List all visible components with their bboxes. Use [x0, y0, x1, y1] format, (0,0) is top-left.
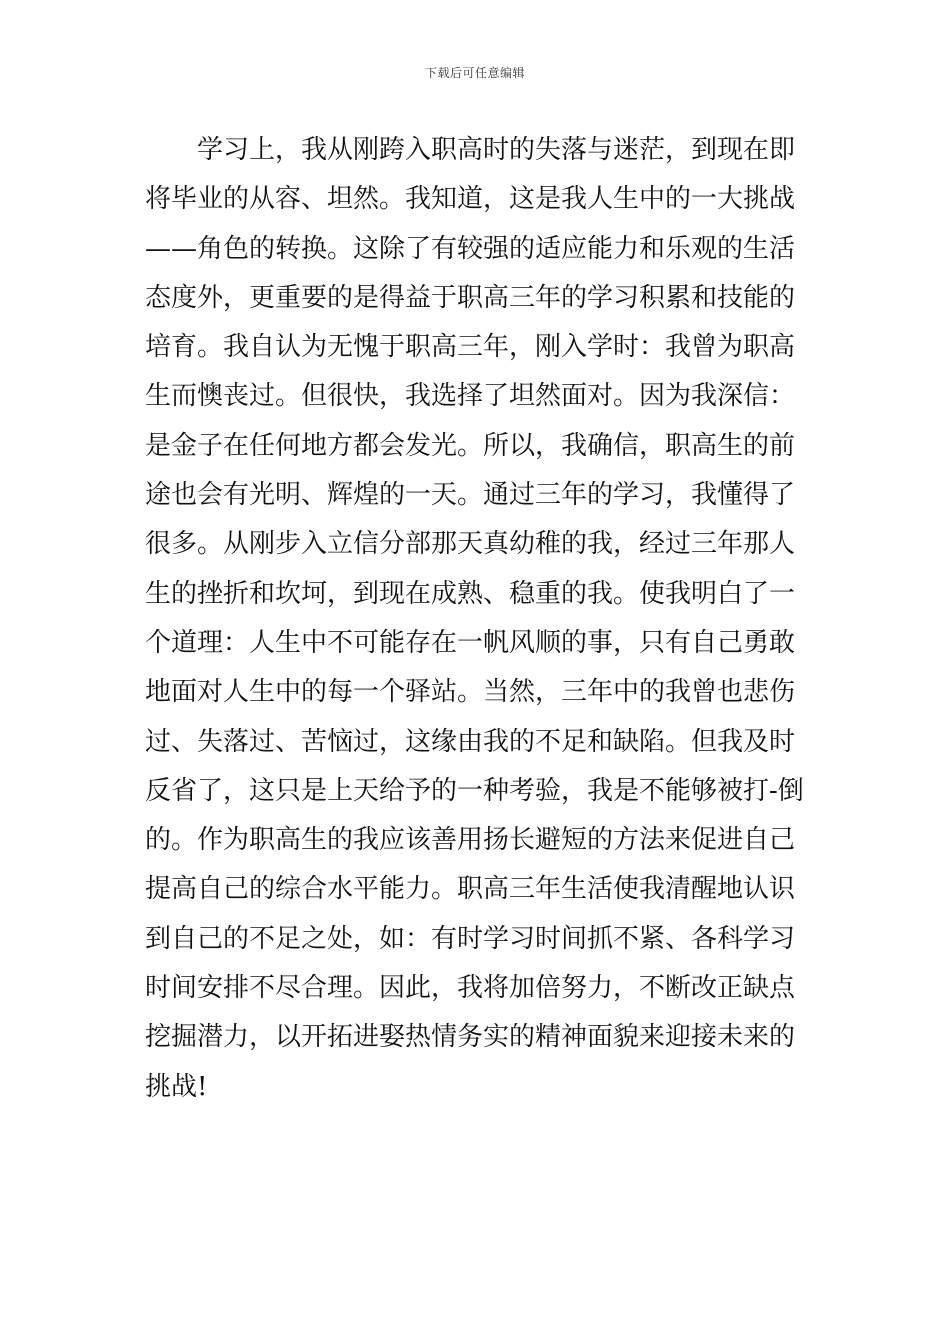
paragraph-line: 将毕业的从容、坦然。我知道，这是我人生中的一大挑战 — [145, 184, 796, 215]
paragraph-line: 过、失落过、苦恼过，这缘由我的不足和缺陷。但我及时 — [145, 726, 796, 757]
paragraph-line: 培育。我自认为无愧于职高三年，刚入学时：我曾为职高 — [145, 332, 796, 363]
paragraph-line: 很多。从刚步入立信分部那天真幼稚的我，经过三年那人 — [145, 529, 796, 560]
paragraph-line: 个道理：人生中不可能存在一帆风顺的事，只有自己勇敢 — [145, 627, 796, 658]
paragraph-line: 是金子在任何地方都会发光。所以，我确信，职高生的前 — [145, 430, 796, 461]
paragraph-line: 生而懊丧过。但很快，我选择了坦然面对。因为我深信： — [145, 381, 796, 412]
paragraph-line: 到自己的不足之处，如：有时学习时间抓不紧、各科学习 — [145, 923, 796, 954]
paragraph-line: ——角色的转换。这除了有较强的适应能力和乐观的生活 — [145, 233, 796, 264]
paragraph-line: 反省了，这只是上天给予的一种考验，我是不能够被打-倒 — [145, 775, 804, 806]
paragraph-line: 的。作为职高生的我应该善用扬长避短的方法来促进自己 — [145, 825, 796, 856]
paragraph-line: 挖掘潜力，以开拓进娶热情务实的精神面貌来迎接未来的 — [145, 1022, 796, 1053]
paragraph-line: 学习上，我从刚跨入职高时的失落与迷茫，到现在即 — [197, 135, 796, 165]
body-paragraph — [145, 126, 807, 1112]
paragraph-line: 地面对人生中的每一个驿站。当然，三年中的我曾也悲伤 — [145, 677, 796, 708]
paragraph-line: 时间安排不尽合理。因此，我将加倍努力，不断改正缺点 — [145, 973, 796, 1004]
paragraph-line: 途也会有光明、辉煌的一天。通过三年的学习，我懂得了 — [145, 480, 796, 511]
paragraph-line: 挑战! — [145, 1071, 208, 1102]
paragraph-line: 生的挫折和坎坷，到现在成熟、稳重的我。使我明白了一 — [145, 578, 796, 609]
header-note: 下载后可任意编辑 — [424, 66, 525, 80]
paragraph-line: 提高自己的综合水平能力。职高三年生活使我清醒地认识 — [145, 874, 796, 905]
paragraph-line: 态度外，更重要的是得益于职高三年的学习积累和技能的 — [145, 282, 796, 313]
